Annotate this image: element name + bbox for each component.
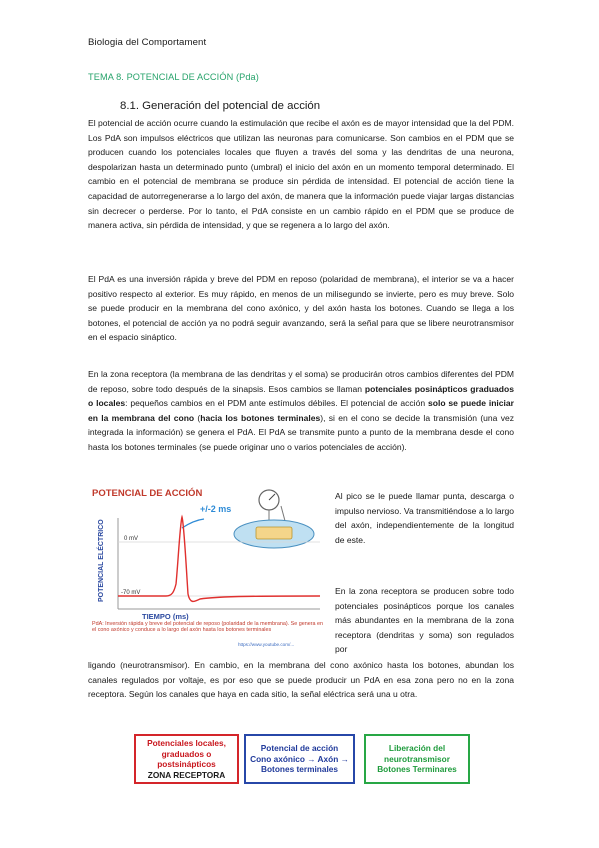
paragraph-1: El potencial de acción ocurre cuando la estimulación que recibe el axón es de mayor intensidad que la del PDM. Los PdA son impulsos eléctricos que utilizan las neuronas para comunicarse. Son cambios en el PDM que se producen cuando los potenciales locales que fluyen a través del soma y las dendritas de una neurona, despolarizan hasta un determinado punto (umbral) el inicio del axón en un momento temporal determinado. El cambio en el potencial de membrana se produce sin pérdida de intensidad. El potencial de acción tiene la capacidad de autorregenerarse a lo largo del axón, de manera que la información puede viajar largas distancias sin decrecer o perderse. Por lo tanto, el PdA consiste en un cambio rápido en el PDM que se produce de manera activa, sin pérdida de intensidad, y que se regenera a lo largo del axón. bbox=[88, 118, 514, 231]
box-neurotransmitter-release bbox=[364, 734, 470, 784]
section-title: 8.1. Generación del potencial de acción bbox=[120, 100, 321, 112]
p3-text-2: : pequeños cambios en el PDM ante estímulos débiles. El potencial de acción bbox=[125, 398, 428, 409]
summary-boxes bbox=[134, 734, 470, 786]
figure-caption: PdA: Inversión rápida y breve del potencial de reposo (polaridad de la membrana). Se genera en el cono axónico y conduce a lo largo del axón hasta los botones terminales bbox=[92, 621, 324, 634]
paragraph-2: El PdA es una inversión rápida y breve del PDM en reposo (polaridad de membrana), el interior se va a hacer positivo respecto al exterior. Es muy rápido, en menos de un milisegundo se invierte, pero es muy breve. Solo se puede producir en la membrana del cono axónico, y del axón hasta los botones. Cuando se llega a los botones, el potencial de acción ya no podrá seguir avanzando, será la señal para que se libere neurotransmisor en el espacio sináptico. bbox=[88, 274, 514, 343]
p3-bold-1: potenciales posinápticos graduados o locales bbox=[88, 383, 515, 409]
beaker-apparatus-icon bbox=[234, 490, 314, 548]
paragraph-4: ligando (neurotransmisor). En cambio, en la membrana del cono axónico hasta los botones, abundan los canales regulados por voltaje, es por eso que se puede producir un PdA en esa zona pero no en la zona receptora. Según los canales que haya en cada sitio, la señal eléctrica será una u otra. bbox=[88, 660, 514, 700]
action-potential-graph bbox=[88, 484, 328, 650]
p3-text-4: ), si en el cono se decide la transmisión (una vez integrada la información) se genera el PdA. El PdA se transmite punto a punto de la membrana desde el cono hasta los botones terminales (se puede originar uno o varios potenciales de acción). bbox=[88, 412, 514, 452]
p3-text-1: En la zona receptora (la membrana de las dendritas y el soma) se producirán otros cambios diferentes del PDM de reposo, sobre todo después de la sinapsis. Esos cambios se llaman bbox=[88, 369, 514, 394]
box1-line2: graduados o bbox=[161, 748, 212, 759]
box2-line1: Potencial de acción bbox=[260, 743, 339, 754]
figure-source: https://www.youtube.com/... bbox=[238, 642, 295, 647]
box1-line1: Potenciales locales, bbox=[147, 738, 226, 748]
p3-text-3: ( bbox=[194, 412, 201, 423]
p3-bold-3: hacia los botones terminales bbox=[200, 412, 321, 423]
side-paragraph-2: En la zona receptora se producen sobre todo potenciales posinápticos porque los canales más abundantes en la membrana de la zona receptora (dendritas y soma) son regulados por bbox=[335, 586, 514, 655]
box-receptor-zone bbox=[134, 734, 239, 784]
tick-minus70mv: -70 mV bbox=[121, 590, 141, 596]
p3-bold-2: solo se puede iniciar en la membrana del cono bbox=[88, 398, 514, 423]
figure-title: POTENCIAL DE ACCIÓN bbox=[92, 488, 203, 499]
tick-0mv: 0 mV bbox=[124, 536, 139, 542]
box3-line2: neurotransmisor bbox=[384, 753, 450, 764]
box2-line2: Cono axónico → Axón → bbox=[250, 753, 349, 764]
duration-arrow-icon bbox=[182, 519, 204, 528]
paragraph-3 bbox=[88, 367, 514, 455]
action-potential-figure bbox=[88, 484, 328, 650]
box1-line4: ZONA RECEPTORA bbox=[147, 769, 226, 780]
topic-title: TEMA 8. POTENCIAL DE ACCIÓN (Pda) bbox=[88, 72, 259, 82]
box3-line1: Liberación del bbox=[388, 743, 446, 754]
box-action-potential bbox=[244, 734, 355, 784]
document-header: Biologia del Comportament bbox=[88, 37, 207, 48]
box1-line3: postsinápticos bbox=[157, 759, 216, 769]
duration-label: +/-2 ms bbox=[200, 504, 232, 514]
box3-line3: Botones Terminares bbox=[377, 764, 457, 775]
y-axis-label: POTENCIAL ELÉCTRICO bbox=[98, 519, 105, 602]
box2-line3: Botones terminales bbox=[261, 764, 338, 775]
side-paragraph-1: Al pico se le puede llamar punta, descarga o impulso nervioso. Va transmitiéndose a lo largo del axón, independientemente de la longitud de este. bbox=[335, 491, 514, 545]
x-axis-label: TIEMPO (ms) bbox=[142, 612, 189, 621]
